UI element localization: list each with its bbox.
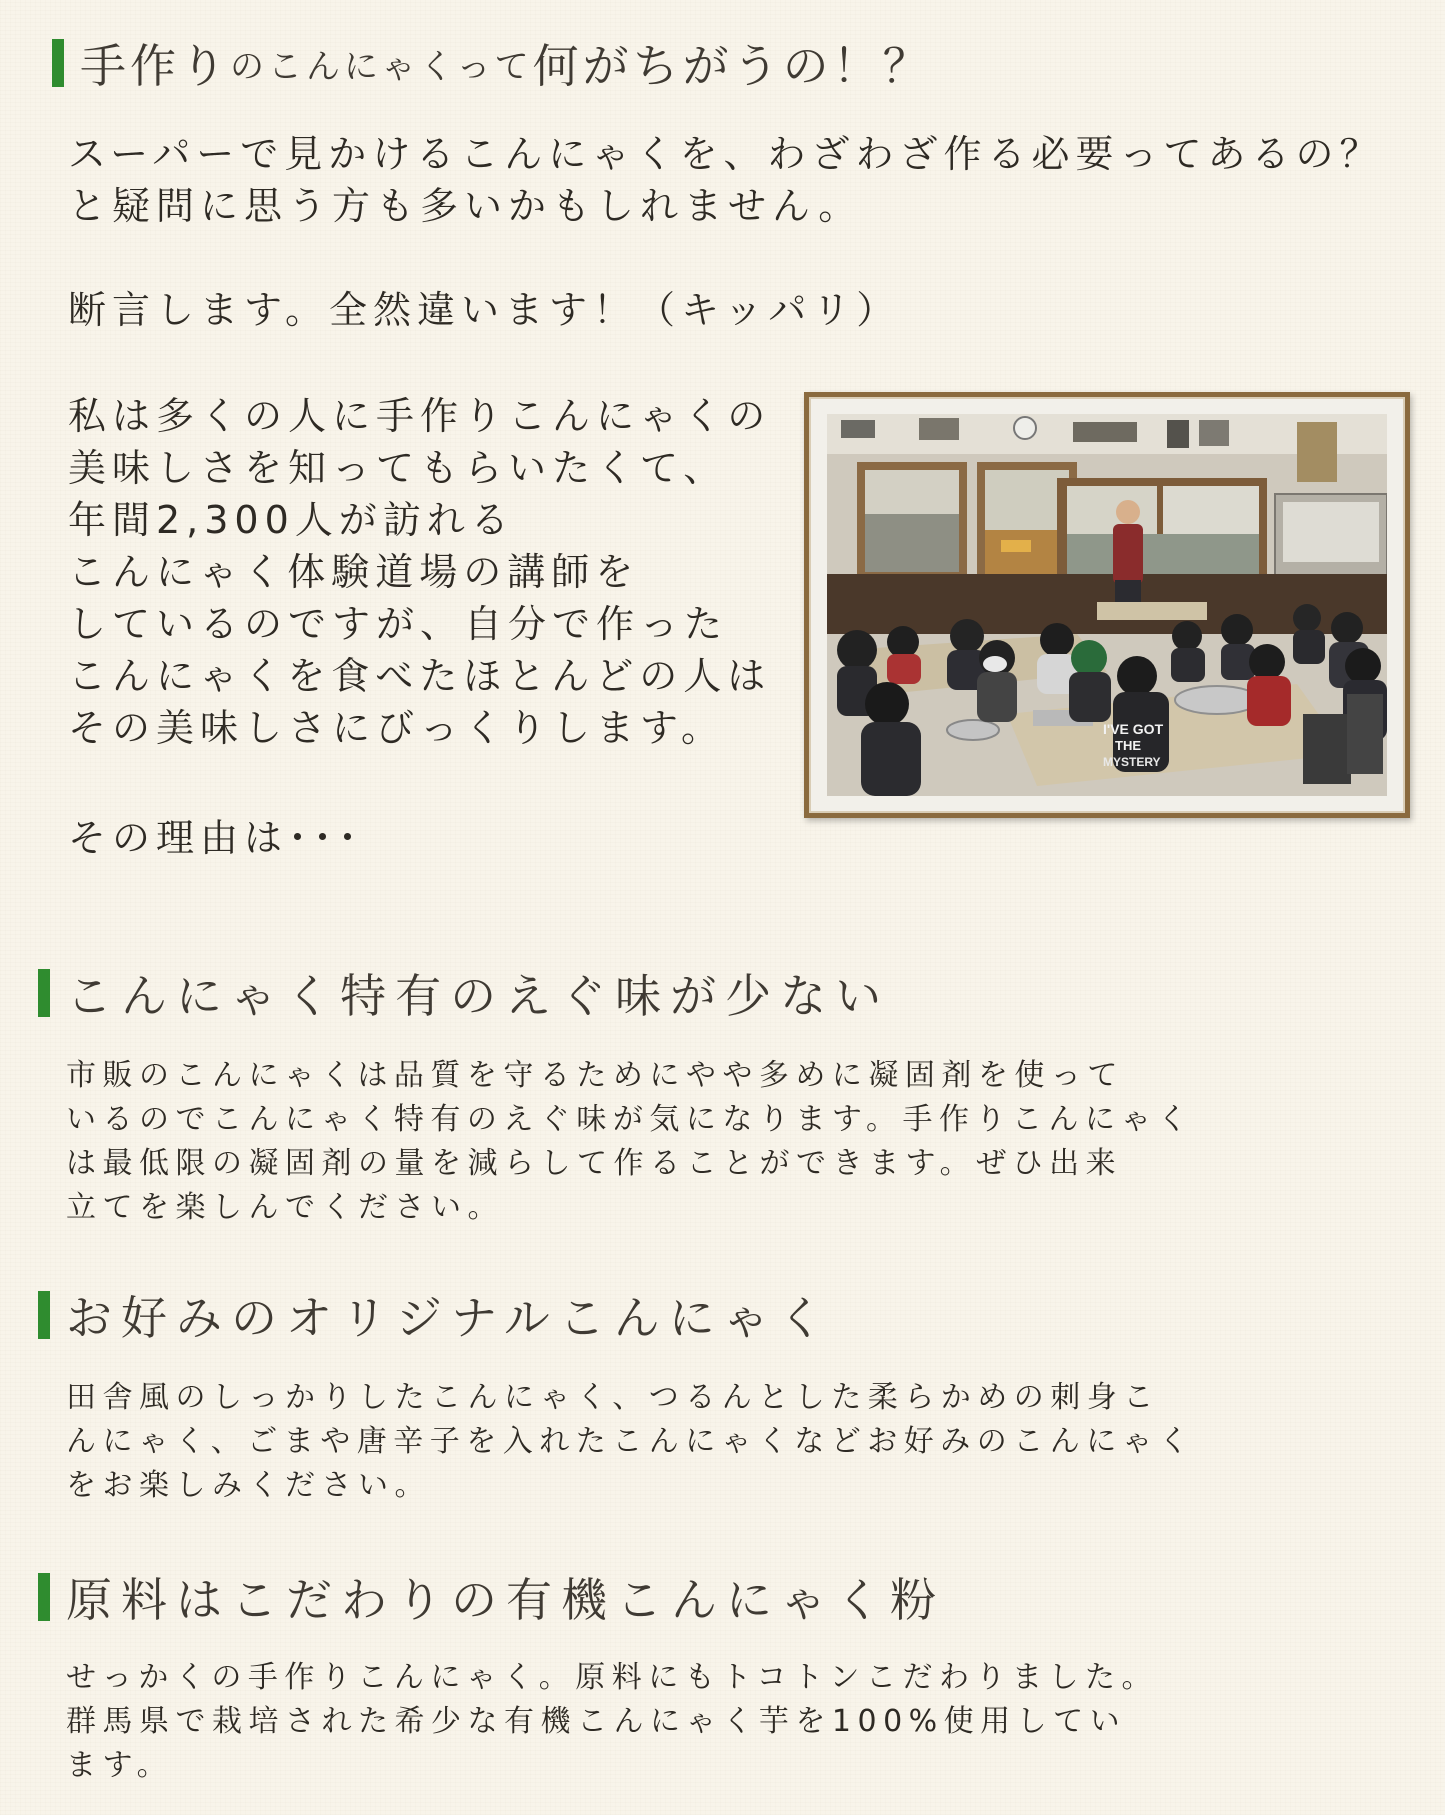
section-heading-text: お好みのオリジナルこんにゃく (66, 1291, 833, 1345)
section-body-harshness: 市販のこんにゃくは品質を守るためにやや多めに凝固剤を使って いるのでこんにゃく特有のえぐ味が気になります。手作りこんにゃく は最低限の凝固剤の量を減らして作ることができます。ぜひ出来 立てを楽しんでください。 (66, 1058, 1194, 1225)
heading-accent-bar (38, 969, 50, 1017)
title-part-2: のこんにゃくって (230, 46, 533, 87)
title-part-3: 何がちがうの！？ (532, 39, 933, 93)
heading-accent-bar (52, 39, 64, 87)
workshop-photo (804, 392, 1410, 818)
heading-accent-bar (38, 1291, 50, 1339)
section-body-ingredients: せっかくの手作りこんにゃく。原料にもトコトンこだわりました。 群馬県で栽培された希少な有機こんにゃく芋を100%使用してい ます。 (66, 1660, 1158, 1783)
page-title (52, 30, 933, 96)
shirt-print-line-1: I'VE GOT (1103, 721, 1164, 737)
intro-paragraph-4: その理由は･･･ (68, 816, 364, 860)
section-heading-text: 原料はこだわりの有機こんにゃく粉 (66, 1573, 946, 1627)
section-heading-harshness (38, 960, 890, 1026)
title-part-1: 手作り (80, 39, 230, 93)
section-heading-original (38, 1282, 833, 1348)
intro-paragraph-2: 断言します。全然違います！（キッパリ） (68, 288, 901, 332)
shirt-print-line-3: MYSTERY (1103, 755, 1161, 769)
shirt-print-line-2: THE (1115, 738, 1141, 753)
intro-paragraph-3: 私は多くの人に手作りこんにゃくの 美味しさを知ってもらいたくて、 年間2,300人が訪れる こんにゃく体験道場の講師を しているのですが、自分で作った こんにゃくを食べたほとんどの人は その美味しさにびっくりします。 (68, 394, 772, 750)
workshop-photo-image (827, 414, 1387, 796)
heading-accent-bar (38, 1573, 50, 1621)
section-heading-text: こんにゃく特有のえぐ味が少ない (66, 969, 891, 1023)
intro-paragraph-1: スーパーで見かけるこんにゃくを、わざわざ作る必要ってあるの？ と疑問に思う方も多いかもしれません。 (68, 132, 1384, 228)
section-heading-ingredients (38, 1564, 945, 1630)
section-body-original: 田舎風のしっかりしたこんにゃく、つるんとした柔らかめの刺身こ んにゃく、ごまや唐辛子を入れたこんにゃくなどお好みのこんにゃく をお楽しみください。 (66, 1380, 1196, 1503)
